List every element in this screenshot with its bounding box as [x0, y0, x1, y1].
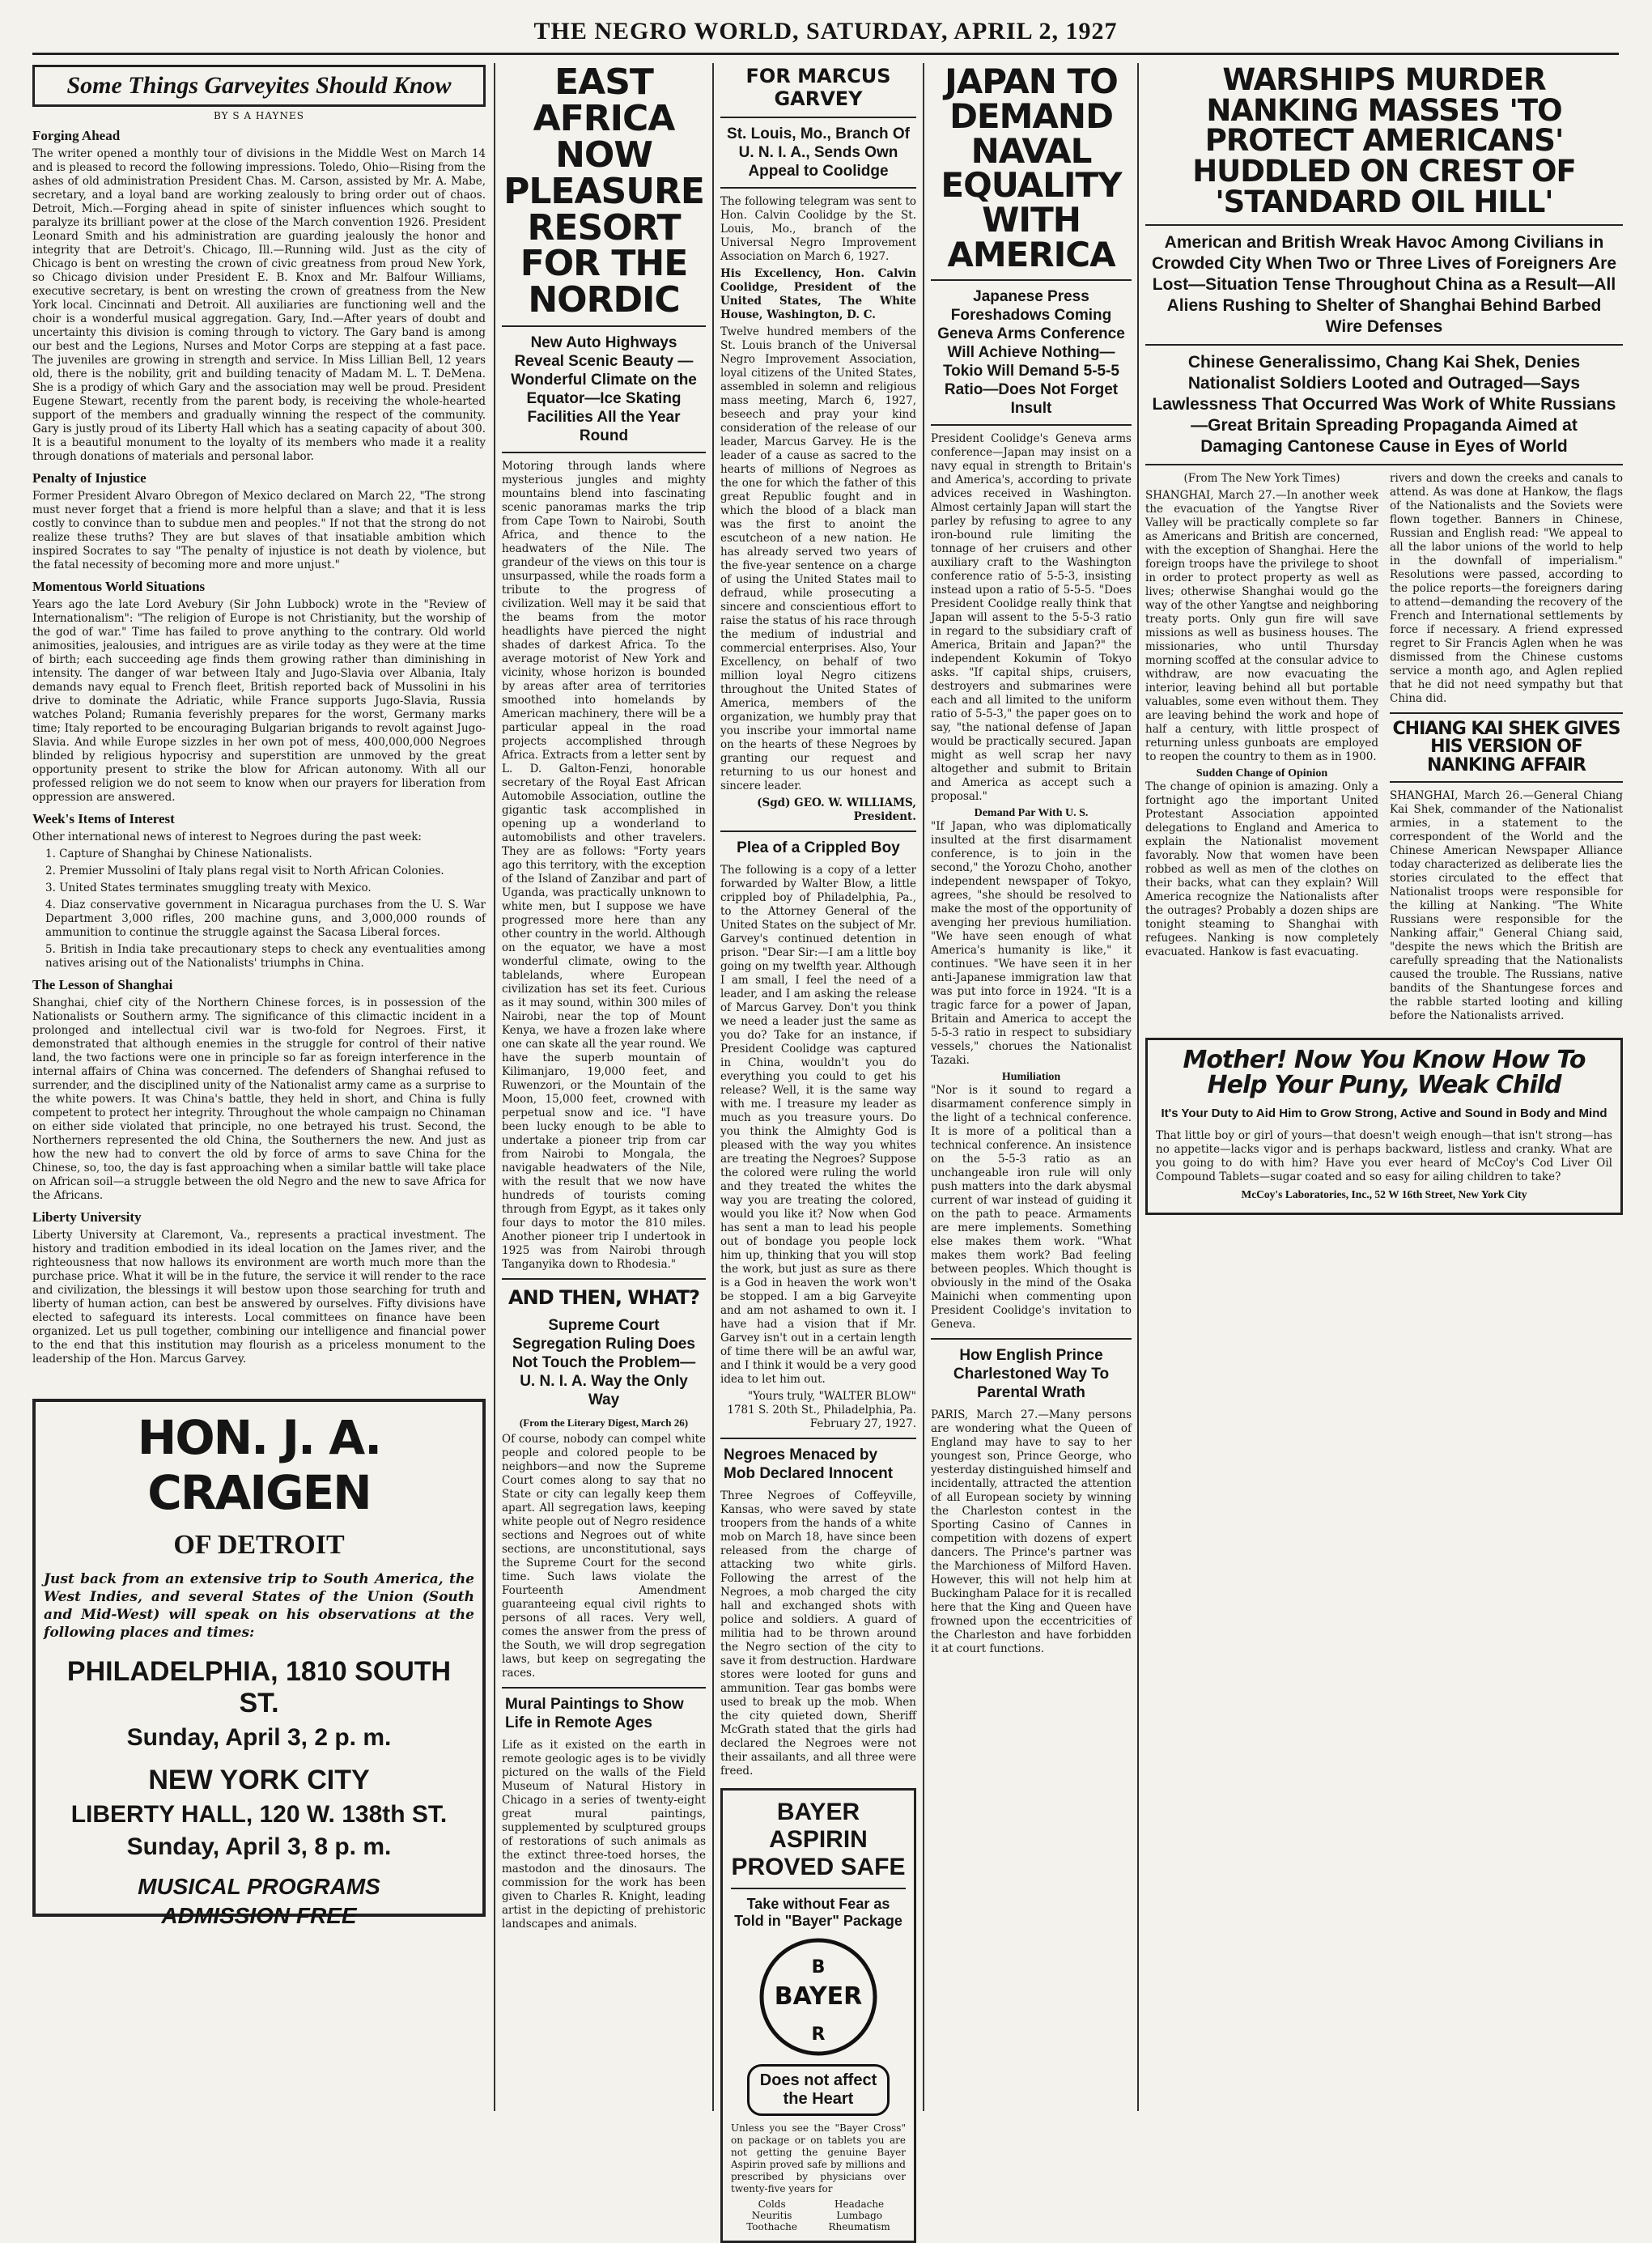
bayer-ad [720, 1788, 916, 2243]
ad-deck: It's Your Duty to Aid Him to Grow Strong, Active and Sound in Body and Mind [1161, 1107, 1607, 1121]
article-text: The change of opinion is amazing. Only a fortnight ago the important United Protestant Association appointed delegations to England and America to explain the Nationalist movement favorably. Now that women have been robbed as well as men of the clothes on their backs, what can they explain? Will America recognize the Nationalists after the outrages? Probably a dozen ships are tonight steaming to Shanghai with refugees. Nanking is now completely evacuated. Hankow is fast evacuating. [1145, 780, 1378, 958]
divider [1145, 464, 1623, 465]
ad-headline: BAYER ASPIRIN [769, 1799, 868, 1853]
deck: American and British Wreak Havoc Among Civilians in Crowded City When Two or Three Lives of Foreigners Are Lost—Situation Tense Throughout China as a Result—All Aliens Rushing to Shelter of Shanghai Behind Barbed Wire Defenses [1151, 232, 1617, 336]
list-item: 4. Diaz conservative government in Nicaragua purchases from the U. S. War Department 3,000 rifles, 200 machine guns, and 3,000,000 rounds of ammunition to continue the struggle against the Sacasa Liberal forces. [45, 898, 486, 939]
column-rule [1137, 63, 1139, 2111]
ad-footer: MUSICAL PROGRAMS [138, 1874, 380, 1899]
section-heading: The Lesson of Shanghai [32, 977, 173, 992]
column-japan [931, 62, 1132, 1659]
section-heading: Liberty University [32, 1209, 142, 1225]
two-column-body [1145, 472, 1623, 1026]
divider [720, 117, 916, 118]
divider [731, 1888, 906, 1889]
svg-text:BAYER: BAYER [774, 1982, 863, 2011]
craigen-ad [32, 1399, 486, 1928]
list-item: 2. Premier Mussolini of Italy plans regal visit to North African Colonies. [45, 864, 444, 877]
ad-footer: McCoy's Laboratories, Inc., 52 W 16th Street, New York City [1241, 1188, 1527, 1201]
column-garvey-appeal [720, 65, 916, 2243]
article-text: SHANGHAI, March 27.—In another week the evacuation of the Yangtse River Valley will be practically complete so far as Americans and British are concerned, with the exception of Shanghai. Here the foreign troops have the privilege to shoot in order to protect property as well as lives; otherwise Shanghai would go the way of the other Yangtse and neighboring treaty ports. Only gun fire will save missions as well as business houses. The missionaries, who until Thursday morning scoffed at the consular advice to withdraw, are now evacuating the interior, leaving behind all but portable valuables, some even without them. They are leaving behind the work and hope of half a century, with little prospect of returning unless gunboats are employed to reopen the country to them as in 1900. [1145, 488, 1378, 763]
divider [720, 831, 916, 832]
headline: EAST AFRICA NOW PLEASURE RESORT FOR THE NORDIC [503, 62, 704, 321]
divider [720, 187, 916, 189]
deck: St. Louis, Mo., Branch Of U. N. I. A., Sends Own Appeal to Coolidge [727, 125, 910, 180]
article-text: "If Japan, who was diplomatically insulted at the first disarmament conference, is to join in the second," the Yorozu Choho, another independent newspaper of Tokyo, agrees, "she should be resolved to make the most of the opportunity of avenging her previous humiliation. "We have seen enough of what America's humanity is like," it continues. "We have seen it in her anti-Japanese immigration law that was put into force in 1924. "It is a tragic farce for a power of Japan, Britain and America to accept the 5-5-3 ratio in respect to subsidiary vessels," chorues the Nationalist Tazaki. [931, 819, 1132, 1067]
section-heading: Forging Ahead [32, 128, 121, 143]
kicker: FOR MARCUS GARVEY [745, 65, 891, 110]
article-text: President Coolidge's Geneva arms conference—Japan may insist on a navy equal in strength to Britain's and America's, according to private advices received in Washington. Almost certainly Japan will start the parley by refusing to agree to any iron-bound rule limiting the tonnage of her cruisers and other auxiliary craft to the Washington conference ratio of 5-5-3, insisting instead upon a ratio of 5-5-5. "Does President Coolidge really think that Japan will assent to the 5-5-3 ratio in regard to the subsidiary craft of America, Britain and Japan?" the independent Kokumin of Tokyo asks. "If capital ships, cruisers, destroyers and submarines were each and all limited to the uniform ratio of 5-5-3," the paper goes on to say, "the national defense of Japan would be practically secured. Japan might as well scrap her navy altogether and submit to Britain and America as accept such a proposal." [931, 431, 1132, 803]
svg-text:R: R [811, 2024, 826, 2045]
article-text: The following is a copy of a letter forwarded by Walter Blow, a little crippled boy of Philadelphia, Pa., to the Attorney General of the United States on the subject of Mr. Garvey's continued detention in prison. "Dear Sir:—I am a little boy going on my twelfth year. Although I am small, I feel the need of a leader, and I am asking the release of Marcus Garvey. Don't you think we need a leader just the same as you do? Take for an instance, if President Coolidge was captured in China, wouldn't you do everything you could to get his release? Well, it is the same way with me. I treasure my leader as much as you treasure yours. Do you think the Almighty God is pleased with the way you whites are treating the Negroes? Suppose the colored were ruling the world and they treated the whites the way you are treating the colored, would you like it? Now when God has sent a man to lead his people out of bondage you people lock him up, thinking that you will stop the work, but just as sure as there is a God in heaven the work won't be stopped. I am a big Garveyite and am not ashamed to own it. I have had a vision that if Mr. Garvey isn't out in a certain length of time there will be an awful war, and I think it would be a very good idea to let him out. [720, 864, 916, 1386]
section-heading: Momentous World Situations [32, 579, 206, 594]
column-rule [923, 63, 924, 2111]
address: His Excellency, Hon. Calvin Coolidge, President of the United States, The White House, Washington, D. C. [720, 267, 916, 321]
article-text: "Nor is it sound to regard a disarmament conference simply in the light of a technical conference. It is more of a political than a technical conference. An insistence on the 5-5-3 ratio as an unchangeable iron rule will only push matters into the dark abysmal current of war instead of guiding it on the path to peace. Armaments are mere implements. Something else makes them work. "What makes them work? Bad feeling between peoples. Which thought is obviously in the mind of the Osaka Mainichi when commenting upon President Coolidge's invitation to Geneva. [931, 1083, 1132, 1331]
column-garveyites [32, 65, 486, 1928]
subhead: Humiliation [1001, 1070, 1061, 1083]
subhead: Sudden Change of Opinion [1195, 767, 1328, 780]
section-heading: Week's Items of Interest [32, 811, 175, 826]
section-text: Years ago the late Lord Avebury (Sir John Lubbock) wrote in the "Review of Internationalism": "The religion of Europe is not Christianity, but the worship of the god of war." Time has failed to prove anything to the contrary. Old world animosities, jealousies, and intrigues are as virile today as they were at the time of birth; each succeeding age finds them growing rather than diminishing in intensity. The danger of war between Italy and Jugo-Slavia over Albania, Italy demands navy equal to French fleet, British reported back of Mussolini in his drive to dominate the Adriatic, while France supports Jugo-Slavia, Russia watches Poland; Rumania feverishly prepares for the worst, Germany marks time; Italy reported to be encouraging Bulgarian brigands to revolt against Jugo-Slavia. And while Europe sizzles in her own pot of mess, 400,000,000 Negroes blinded by religious hypocrisy and superstition are unmoved by the great opportunity present to strike the blow for African autonomy. With all our professed religion we do not seem to know when our prayers for liberation from oppression are answered. [32, 598, 486, 804]
byline: BY S A HAYNES [214, 110, 304, 121]
divider [502, 452, 706, 453]
divider [1145, 224, 1623, 226]
ad-copy: That little boy or girl of yours—that doesn't weigh enough—that isn't strong—has no appetite—lacks vigor and is perhaps backward, listless and cranky. What are you going to do with him? Have you ever heard of McCoy's Cod Liver Oil Compound Tablets—sugar coated and so easy for ailing children to take? [1156, 1129, 1612, 1184]
section-text: Former President Alvaro Obregon of Mexico declared on March 22, "The strong must never forget that a friend is more helpful than a slave; and that it is less costly to convince than to subdue men and peoples." If not that the strong do not realize these truths? They are but slaves of that insatiable ambition which inspired Socrates to say "The penalty of injustice is not death by violence, but the fatal necessity of becoming more and more unjust." [32, 490, 486, 571]
divider [1145, 344, 1623, 346]
uses-right [828, 2198, 890, 2232]
section-text: The writer opened a monthly tour of divisions in the Middle West on March 14 and is pleased to record the following impressions. Toledo, Ohio—Rising from the ashes of old administration President Chas. M. Carson, assisted by Mr. A. Mabe, secretary, and a loyal band are working zealously to bring order out of chaos. Detroit, Mich.—Forging ahead in spite of sinister influences which sought to paralyze its brilliant power at the close of the March convention 1926. President Leonard Smith and his administration are guarding jealously the honor and integrity that are Detroit's. Chicago, Ill.—Running wild. Just as the city of Chicago is bent on wresting the crown of civic greatness from proud New York, so Chicago division under President E. B. Knox and Mr. Balfour Williams, executive secretary, is bent on wresting the crown of greatness from the New York local. Cincinnati and Detroit. All auxiliaries are functioning well and the choir is a wonderful musical aggregation. Gary, Ind.—After years of doubt and uncertainty this division is coming through to victory. The Gary band is among our best and the Legions, Nurses and Motor Corps are stepping at a fast pace. The juveniles are growing in strength and service. In Miss Lillian Bell, 12 years old, there is the nobility, grit and building tenacity of Madam M. L. T. DeMena. She is a prodigy of which Gary and the association may well be proud. President Eugene Stewart, recently from the parent body, is receiving the whole-hearted support of the members and gradually winning the respect of the community. Gary is justly proud of its Liberty Hall which has a seating capacity of about 300. It is a beautiful monument to the loyalty of its members who made it a reality through donations of materials and personal labor. [32, 147, 486, 463]
section-text: Liberty University at Claremont, Va., represents a practical investment. The history and tradition embodied in its ideal location on the James river, and the righteousness that now hallows its environment are worth much more than the purchase price. What it will be in the future, the service it will render to the race and civilization, the blessings it will bestow upon those searching for truth and liberty of human action, can best be answered by ourselves. Fifty divisions have elected to safeguard its interests. Local committees on finance have been organized. Let us pull together, combining our intelligence and financial power to the end that this institution may flourish as a priceless monument to the leadership of the Hon. Marcus Garvey. [32, 1229, 486, 1366]
divider [502, 325, 706, 327]
article-text: Motoring through lands where mysterious jungles and mighty mountains blend into fascinating scenic panoramas marks the trip from Cape Town to Nairobi, South Africa, and thence to the headwaters of the Nile. The grandeur of the views on this tour is unsurpassed, while the roads form a tribute to the progress of civilization. Well may it be said that the beams from the motor headlights have pierced the night shades of darkest Africa. To the average motorist of New York and vicinity, whose horizon is bounded by areas after area of territories smoothed into homelands by American machinery, there will be a particular appeal in the road projects accomplished through Africa. Extracts from a letter sent by L. D. Galton-Fenzi, honorable secretary of the Royal East African Automobile Association, outline the gigantic task accomplished in opening up a wonderland to automobilists and other travelers. They are as follows: "Forty years ago this territory, with the exception of the Island of Zanzibar and part of Uganda, was practically unknown to white men, but I suppose we have progressed more here than any other country in the world. Although on the equator, we have a most wonderful climate, owing to the tablelands, where European civilization has set its feet. Curious as it may sound, within 300 miles of Nairobi, near the top of Mount Kenya, we have a frozen lake where one can skate all the year round. We have the superb mountain of Kilimanjaro, 19,000 feet, and Ruwenzori, or the Mountain of the Moon, 15,000 feet, crowned with perpetual snow and ice. "I have been lucky enough to be able to undertake a pioneer trip from car from Nairobi to Mongala, the navigable headwaters of the Nile, with the result that we now have hundreds of tourists coming through from Egypt, as it takes only four days to motor the 810 miles. Another pioneer trip I undertook in 1925 was from Nairobi through Tanganyika down to Rhodesia." [502, 460, 706, 1272]
column-rule [494, 63, 495, 2111]
signature: "Yours truly, "WALTER BLOW" 1781 S. 20th St., Philadelphia, Pa. February 27, 1927. [727, 1390, 916, 1430]
body-left [1145, 472, 1378, 1026]
use-item: Toothache [746, 2221, 797, 2232]
ad-place: PHILADELPHIA, 1810 SOUTH ST. [66, 1656, 452, 1718]
headline: Mural Paintings to Show Life in Remote Ages [505, 1695, 684, 1731]
use-item: Colds [758, 2198, 786, 2210]
list-item: 1. Capture of Shanghai by Chinese Nationalists. [45, 847, 312, 860]
headline: Plea of a Crippled Boy [737, 839, 900, 856]
uses-left [746, 2198, 797, 2232]
mccoy-ad [1145, 1038, 1623, 1215]
ad-badge [747, 2064, 890, 2116]
headline: WARSHIPS MURDER NANKING MASSES 'TO PROTECT AMERICANS' HUDDLED ON CREST OF 'STANDARD OIL HILL' [1192, 62, 1576, 219]
list-item: 3. United States terminates smuggling treaty with Mexico. [45, 881, 372, 894]
title-box [32, 65, 486, 107]
section-text: Other international news of interest to Negroes during the past week: [32, 831, 422, 843]
divider [720, 1438, 916, 1439]
ad-uses [731, 2198, 906, 2232]
article-text: PARIS, March 27.—Many persons are wondering what the Queen of England may have to say to her youngest son, Prince George, who yesterday distinguished himself and incidentally, attracted the attention of all European society by winning the Charleston contest in the Sporting Casino of Cannes in competition with dozens of expert dancers. The Prince's partner was the Marchioness of Milford Haven. However, this will not help him at Buckingham Palace for it is recalled here that the King and Queen have frowned upon the eccentricities of the Charleston and have forbidden it at court functions. [931, 1408, 1132, 1655]
divider [1390, 781, 1623, 783]
ad-headline: PROVED SAFE [731, 1854, 906, 1880]
bayer-cross-icon [758, 1936, 879, 2058]
body-right [1390, 472, 1623, 1026]
article-text: Life as it existed on the earth in remote geologic ages is to be vividly pictured on the walls of the Field Museum of Natural History in Chicago in a series of twenty-eight great mural paintings, supplemented by sculptured groups of restorations of such animals as the extinct three-toed horses, the mastodon and the dinosaurs. The commission for the work has been given to Charles R. Knight, leading artist in the depicting of prehistoric landscapes and animals. [502, 1738, 706, 1931]
column-rule [712, 63, 714, 2111]
badge-line: Does not affect [759, 2071, 877, 2089]
signature: (Sgd) GEO. W. WILLIAMS, President. [757, 797, 916, 823]
ad-date: Sunday, April 3, 2 p. m. [126, 1724, 392, 1751]
headline: CHIANG KAI SHEK GIVES HIS VERSION OF NANKING AFFAIR [1392, 718, 1620, 775]
ad-of: OF DETROIT [173, 1530, 345, 1560]
ad-headline: Mother! Now You Know How To Help Your Puny, Weak Child [1183, 1045, 1586, 1099]
section-text: Shanghai, chief city of the Northern Chinese forces, is in possession of the Nationalists or Southern army. The significance of this climactic incident in a prolonged and intellectual civil war is two-fold for Negroes. First, it demonstrated that although enemies in the struggle for control of their native land, the two factions were one in principle so far as foreign interference in the internal affairs of China was concerned. The defenders of Shanghai refused to surrender, and the disciplined unity of the Nationalist army came as a surprise to the white powers. It was China's battle, they held in short, and China is fully competent to protect her integrity. Throughout the whole campaign no Chinaman on either side violated that principle, no one betrayed his trust. Second, the Northerners represented the old China, the Southerners the new. And just as how the new had to convert the old by force of arms to save China for the Chinese, so, too, the day is fast approaching when a similar battle will take place on African soil—a struggle between the old Negro and the new to save Africa for the Africans. [32, 996, 486, 1202]
ad-intro: Just back from an extensive trip to South America, the West Indies, and several States of the Union (South and Mid-West) will speak on his observations at the following places and times: [44, 1571, 474, 1641]
ad-name: HON. J. A. CRAIGEN [137, 1410, 381, 1520]
article-text: The following telegram was sent to Hon. Calvin Coolidge by the St. Louis, Mo., branch of the Universal Negro Improvement Association on March 6, 1927. [720, 195, 916, 263]
headline: JAPAN TO DEMAND NAVAL EQUALITY WITH AMERICA [941, 62, 1122, 275]
deck: New Auto Highways Reveal Scenic Beauty — Wonderful Climate on the Equator—Ice Skating Facilities All the Year Round [511, 334, 697, 445]
use-item: Rheumatism [828, 2221, 890, 2232]
ad-place: NEW YORK CITY [148, 1765, 370, 1795]
ad-footer: ADMISSION FREE [161, 1903, 357, 1928]
svg-text:B: B [811, 1957, 826, 1977]
masthead: THE NEGRO WORLD, SATURDAY, APRIL 2, 1927 [32, 18, 1619, 55]
headline: AND THEN, WHAT? [508, 1286, 699, 1310]
article-text: rivers and down the creeks and canals to attend. As was done at Hankow, the flags of the Nationalists and the Soviets were flown together. Banners in Chinese, Russian and English read: "We appeal to all the labor unions of the world to help in the downfall of imperialism." Resolutions were passed, according to the police reports—the foreigners daring to attend—demanding the recovery of the French and International settlements by force if necessary. A friend expressed regret to Sir Francis Aglen when he was dismissed from the Chinese customs service a month ago, and Aglen replied that he did not need sympathy but that China did. [1390, 471, 1623, 705]
ad-copy: Unless you see the "Bayer Cross" on package or on tablets you are not getting the genuine Bayer Aspirin proved safe by millions and prescribed by physicians over twenty-five years for [731, 2122, 906, 2194]
headline: Negroes Menaced by Mob Declared Innocent [724, 1446, 894, 1482]
ad-date: Sunday, April 3, 8 p. m. [126, 1833, 392, 1860]
article-text: Twelve hundred members of the St. Louis branch of the Universal Negro Improvement Association, loyal citizens of the United States, assembled in solemn and religious mass meeting, March 6, 1927, beseech and pray your kind consideration of the release of our leader, Marcus Garvey. He is the leader of a cause as sacred to the hearts of millions of Negroes as the one for which the father of this great Republic fought and in which the blood of a black man was the first to anoint the escutcheon of a new nation. He has already served two years of the five-year sentence on a charge of using the United States mail to defraud, while prosecuting a sincere and conscientious effort to raise the status of his race through the medium of industrial and commercial enterprises. Also, Your Excellency, on behalf of two million loyal Negro citizens throughout the United States of America, members of the organization, we humbly pray that you inscribe your immortal name on the hearts of these Negroes by granting our request and returning to us our honest and sincere leader. [720, 325, 916, 792]
ad-subhead: Take without Fear as Told in "Bayer" Package [734, 1896, 902, 1929]
divider [931, 279, 1132, 281]
headline: How English Prince Charlestoned Way To Parental Wrath [953, 1346, 1110, 1401]
divider [502, 1687, 706, 1689]
article-text: Three Negroes of Coffeyville, Kansas, who were saved by state troopers from the hands of a white mob on March 18, have since been released from the charge of attacking two white girls. Following the arrest of the Negroes, a mob charged the city hall and exchanged shots with police and soldiers. A guard of militia had to be thrown around the Negro section of the city to save it from destruction. Hardware stores were looted for guns and ammunition. Tear gas bombs were used to break up the mob. When the city quieted down, Sheriff McGrath stated that the girls had declared the Negroes were not their assailants, and all three were freed. [720, 1489, 916, 1778]
use-item: Headache [834, 2198, 885, 2210]
column-nanking [1145, 62, 1623, 1215]
source: (From The New York Times) [1183, 471, 1340, 485]
use-item: Lumbago [836, 2210, 883, 2221]
deck: Chinese Generalissimo, Chang Kai Shek, Denies Nationalist Soldiers Looted and Outraged—Says Lawlessness That Occurred Was Work of White Russians—Great Britain Spreading Propaganda Aimed at Damaging Cantonese Cause in Eyes of World [1152, 352, 1616, 456]
divider [931, 424, 1132, 426]
divider [1390, 712, 1623, 714]
article-title: Some Things Garveyites Should Know [66, 72, 452, 99]
list-item: 5. British in India take precautionary steps to check any eventualities among natives arising out of the Nationalists' triumphs in China. [45, 943, 486, 970]
article-text: Of course, nobody can compel white people and colored people to be neighbors—and now the Supreme Court comes along to say that no State or city can legally keep them apart. All segregation laws, keeping white people out of Negro residence sections and Negroes out of white sections, are unconstitutional, says the Supreme Court for the second time. Such laws violate the Fourteenth Amendment guaranteeing equal civil rights to persons of all races. Very well, comes the answer from the press of the South, we will drop segregation laws, but keep on segregating the races. [502, 1432, 706, 1680]
divider [931, 1338, 1132, 1340]
article-text: SHANGHAI, March 26.—General Chiang Kai Shek, commander of the Nationalist armies, in a statement to the correspondent of the World and the Chinese American Newspaper Alliance today characterized as deliberate lies the stories circulated to the effect that Nationalist troops were responsible for the killing at Nanking. "The White Russians were responsible for the Nanking affair," General Chiang said, "despite the news which the British are carefully spreading that the Nationalists caused the trouble. The Russians, native bandits of the Shantungese forces and the rabble started looting and killing before the Nationalists arrived. [1390, 788, 1623, 1022]
deck: Japanese Press Foreshadows Coming Geneva Arms Conference Will Achieve Nothing—Tokio Will Demand 5-5-5 Ratio—Does Not Forget Insult [937, 287, 1125, 417]
source: (From the Literary Digest, March 26) [519, 1416, 689, 1429]
use-item: Neuritis [751, 2210, 792, 2221]
subhead: Demand Par With U. S. [974, 806, 1089, 819]
deck: Supreme Court Segregation Ruling Does Not Touch the Problem—U. N. I. A. Way the Only Way [512, 1316, 696, 1408]
column-east-africa [502, 62, 706, 1935]
divider [502, 1278, 706, 1280]
ad-hall: LIBERTY HALL, 120 W. 138th ST. [70, 1801, 448, 1828]
badge-line: the Heart [783, 2090, 854, 2108]
section-heading: Penalty of Injustice [32, 470, 147, 486]
